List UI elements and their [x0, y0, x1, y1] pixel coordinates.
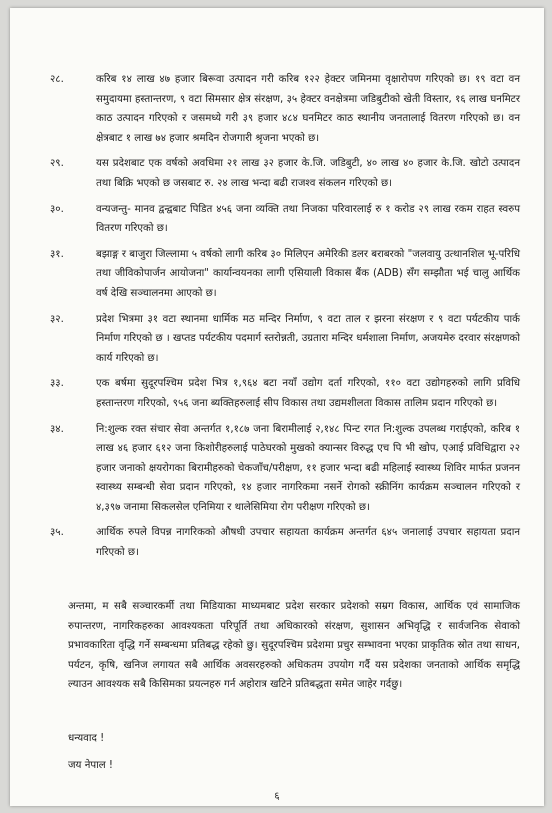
item-number: २९. — [50, 158, 64, 170]
item-text: बझाङ्ग र बाजुरा जिल्लामा ५ वर्षको लागी करिब ३० मिलिएन अमेरिकी डलर बराबरको "जलवायु उत्थानशिल भू-परिधि तथा जीविकोपार्जन आयोजना" कार्यान्वयनका लागी एसियाली विकास बैंक (ADB) सँग सम्झौता भई चालु आर्थिक वर्ष देखि सञ्चालनमा आएको छ। — [96, 248, 520, 299]
closing-paragraph: अन्तमा, म सबै सञ्चारकर्मी तथा मिडियाका माध्यमबाट प्रदेश सरकार प्रदेशको सम्रग विकास, आर्थिक एवं सामाजिक रुपान्तरण, नागरिकहरुका आवश्यकता परिपूर्ति तथा अधिकारको संरक्षण, सुशासन अभिवृद्धि र सार्वजनिक सेवाको प्रभावकारिता वृद्धि गर्ने सम्बन्धमा प्रतिबद्ध रहेको छु। सुदूरपश्चिम प्रदेशमा प्रचुर सम्भावना भएका प्राकृतिक स्रोत तथा साधन, पर्यटन, कृषि, खनिज लगायत सबै आर्थिक अवसरहरुको अधिकतम उपयोग गर्दै यस प्रदेशका जनताको आर्थिक समृद्धि ल्याउन आवश्यक सबै किसिमका प्रयत्नहरु गर्न अहोरात्र खटिने प्रतिबद्धता समेत जाहेर गर्दछु। — [68, 601, 520, 691]
list-item — [50, 154, 520, 193]
item-number: ३४. — [50, 423, 64, 435]
item-number: ३०. — [50, 203, 64, 215]
numbered-list — [50, 70, 520, 569]
list-item — [50, 310, 520, 369]
item-number: ३५. — [50, 527, 64, 539]
list-item — [50, 200, 520, 239]
item-text: वन्यजन्तु- मानव द्वन्द्वबाट पिडित ४५६ जना व्यक्ति तथा निजका परिवारलाई रु १ करोड २९ लाख रकम राहत स्वरुप वितरण गरिएको छ। — [96, 203, 520, 235]
item-text: एक बर्षमा सुदूरपश्चिम प्रदेश भित्र १,९६४ बटा नयाँ उद्योग दर्ता गरिएको, ११० वटा उद्योगहरुको लागि प्रविधि हस्तान्तरण गरिएको, ९५६ जना ब्यक्तिहरुलाई सीप विकास तथा उद्यमशीलता विकास तालिम प्रदान गरिएको छ। — [96, 378, 520, 409]
list-item — [50, 374, 520, 413]
thanks-line: धन्यवाद ! — [68, 733, 105, 744]
item-text: करिब १४ लाख ४७ हजार बिरूवा उत्पादन गरी करिब १२२ हेक्टर जमिनमा वृक्षारोपण गरिएको छ। १९ वटा वन समुदायमा हस्तान्तरण, ९ वटा सिमसार क्षेत्र संरक्षण, ३५ हेक्टर वनक्षेत्रमा जडिबुटीको खेती विस्तार, १६ लाख घनमिटर काठ उत्पादन गरिएको र जसमध्ये गरी ३९ हजार ४८४ घनमिटर काठ स्थानीय जनतालाई वितरण गरिएको छ। वन क्षेत्रबाट १ लाख ७४ हजार श्रमदिन रोजगारी श्रृजना भएको छ। — [96, 74, 520, 144]
list-item — [50, 245, 520, 304]
item-number: ३२. — [50, 313, 64, 325]
item-text: नि:शुल्क रक्त संचार सेवा अन्तर्गत १,१८७ जना बिरामीलाई २,१४८ पिन्ट रगत नि:शुल्क उपलब्ध गराईएको, करिब १ लाख ४६ हजार ६१२ जना किशोरीहरुलाई पाठेघरको मुखको क्यान्सर विरुद्ध एच पि भी खोप, एआई प्रविधिद्वारा २२ हजार जनाको क्षयरोगका बिरामीहरुको चेकजाँच/परीक्षण, ११ हजार भन्दा बढी महिलाई स्वास्थ्य शिविर मार्फत प्रजनन स्वास्थ्य सम्बन्धी सेवा प्रदान गरिएको, १४ हजार नागरिकमा नसर्ने रोगको स्क्रीनिंग कार्यक्रम सञ्चालन गरिएको र ४,३९७ जनामा सिकलसेल एनिमिया र थालेसिमिया रोग परीक्षण गरिएको छ। — [96, 423, 520, 513]
jai-nepal-line: जय नेपाल ! — [68, 760, 114, 771]
item-text: आर्थिक रुपले विपन्न नागरिकको औषधी उपचार सहायता कार्यक्रम अन्तर्गत ६४५ जनालाई उपचार सहायता प्रदान गरिएको छ। — [96, 527, 520, 559]
document-page — [10, 8, 544, 806]
list-item — [50, 70, 520, 148]
item-number: २८. — [50, 74, 64, 85]
item-number: ३३. — [50, 378, 64, 390]
item-number: ३१. — [50, 248, 64, 260]
item-text: यस प्रदेशबाट एक वर्षको अवधिमा २१ लाख ३२ हजार के.जि. जडिबुटी, ४० लाख ४० हजार के.जि. खोटो उत्पादन तथा बिक्रि भएको छ जसबाट रु. २४ लाख भन्दा बढी राजश्व संकलन गरिएको छ। — [96, 158, 520, 189]
list-item — [50, 523, 520, 562]
list-item — [50, 420, 520, 518]
page-number: ६ — [274, 791, 280, 802]
item-text: प्रदेश भित्रमा ३१ वटा स्थानमा धार्मिक मठ मन्दिर निर्माण, ९ वटा ताल र झरना संरक्षण र ९ वटा पर्यटकीय पार्क निर्माण गरिएको छ । खप्तड पर्यटकीय पदमार्ग स्तरोन्नती, उग्रतारा मन्दिर धर्मशाला निर्माण, अजयमेरु दरवार संरक्षणको कार्य गरिएको छ। — [96, 313, 520, 364]
